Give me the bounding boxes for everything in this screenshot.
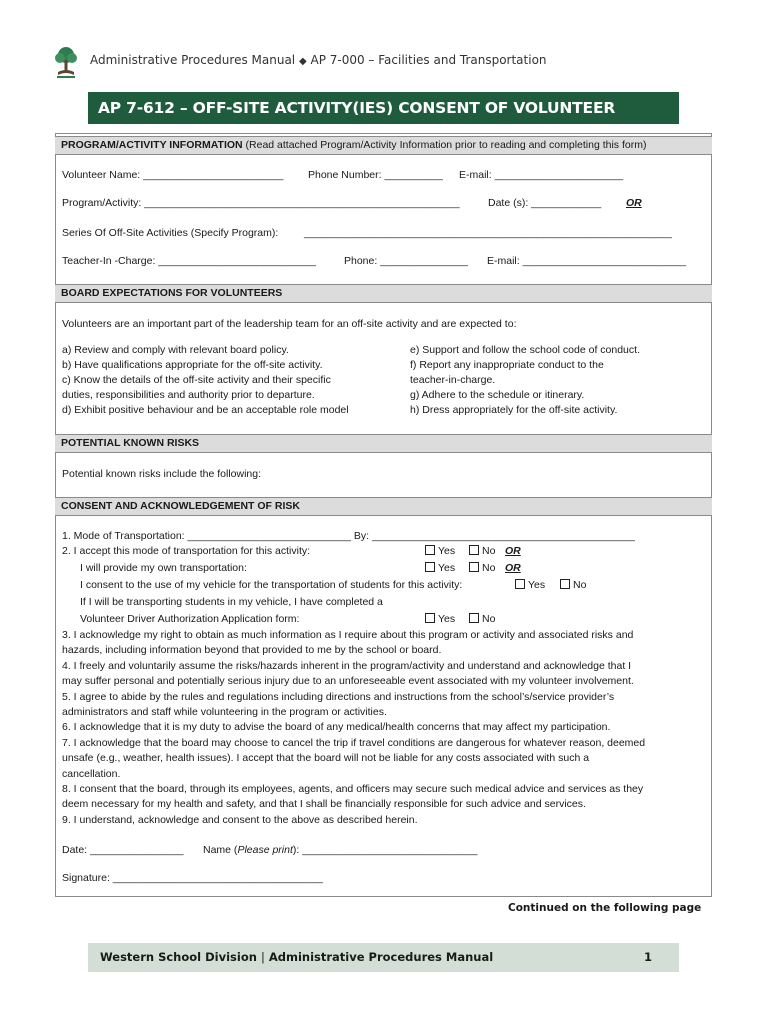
no-label: No — [482, 613, 496, 625]
name-label: Name ( — [203, 844, 238, 856]
footer-manual: Administrative Procedures Manual — [268, 950, 494, 964]
list-item: 7. I acknowledge that the board may choose to cancel the trip if travel conditions are dangerous for whatever reason, deemed — [62, 737, 646, 749]
name-hint: Please print — [237, 844, 293, 856]
vehicle-consent-label: I consent to the use of my vehicle for the transportation of students for this activity: — [80, 579, 463, 591]
list-item: a) Review and comply with relevant board policy. — [62, 344, 289, 356]
checkbox-icon — [425, 562, 435, 572]
checkbox-icon — [469, 545, 479, 555]
board-expectations-heading — [55, 284, 712, 303]
board-intro: Volunteers are an important part of the leadership team for an off-site activity and are expected to: — [62, 318, 517, 330]
list-item: e) Support and follow the school code of conduct. — [410, 344, 640, 356]
own-transport-label: I will provide my own transportation: — [80, 562, 247, 574]
list-item: 4. I freely and voluntarily assume the risks/hazards inherent in the program/activity and understand and acknowledge that I — [62, 660, 632, 672]
checkbox-icon — [469, 562, 479, 572]
accept-no-checkbox[interactable] — [469, 545, 495, 558]
authorization-label: Volunteer Driver Authorization Application form: — [80, 613, 300, 625]
footer-separator: | — [260, 950, 265, 964]
header-bullet: ◆ — [298, 56, 307, 67]
phone-number-field[interactable]: Phone Number: __________ — [308, 169, 443, 181]
page-title: AP 7-612 – OFF-SITE ACTIVITY(IES) CONSENT OF VOLUNTEER — [88, 92, 679, 124]
program-activity-field[interactable]: Program/Activity: ______________________________________________________ — [62, 197, 460, 209]
mode-of-transportation-field[interactable]: 1. Mode of Transportation: ____________________________ By: _____________________________________________ — [62, 530, 635, 542]
no-label: No — [482, 545, 496, 557]
yes-label: Yes — [438, 613, 456, 625]
list-item: administrators and staff while volunteering in the program or activities. — [62, 706, 387, 718]
list-item: 3. I acknowledge my right to obtain as much information as I require about this program or activity and associated risks and — [62, 629, 634, 641]
header-manual: Administrative Procedures Manual — [90, 53, 296, 67]
list-item: f) Report any inappropriate conduct to the — [410, 359, 604, 371]
series-label: Series Of Off-Site Activities (Specify Program): — [62, 227, 279, 239]
risks-title: POTENTIAL KNOWN RISKS — [61, 437, 200, 449]
tree-logo-icon — [54, 46, 78, 82]
checkbox-icon — [515, 579, 525, 589]
authorization-no-checkbox[interactable] — [469, 613, 495, 626]
volunteer-name-field[interactable]: Volunteer Name: ________________________ — [62, 169, 284, 181]
transporting-label: If I will be transporting students in my vehicle, I have completed a — [80, 596, 383, 608]
dates-field[interactable]: Date (s): ____________ — [488, 197, 602, 209]
vehicle-yes-checkbox[interactable] — [515, 579, 545, 592]
header-line — [90, 53, 547, 67]
no-label: No — [573, 579, 587, 591]
checkbox-icon — [425, 613, 435, 623]
list-item: 6. I acknowledge that it is my duty to advise the board of any medical/health concerns that may affect my participation. — [62, 721, 611, 733]
list-item: teacher-in-charge. — [410, 374, 496, 386]
name-field[interactable] — [203, 844, 477, 857]
vehicle-no-checkbox[interactable] — [560, 579, 586, 592]
footer-text — [100, 943, 493, 972]
accept-yes-checkbox[interactable] — [425, 545, 455, 558]
accept-transport-label: 2. I accept this mode of transportation for this activity: — [62, 545, 311, 557]
list-item: c) Know the details of the off-site activity and their specific — [62, 374, 331, 386]
list-item: 9. I understand, acknowledge and consent to the above as described herein. — [62, 814, 418, 826]
list-item: hazards, including information beyond that provided to me by the school or board. — [62, 644, 442, 656]
signature-field[interactable]: Signature: ____________________________________ — [62, 872, 324, 884]
list-item: b) Have qualifications appropriate for the off-site activity. — [62, 359, 323, 371]
continued-note: Continued on the following page — [508, 902, 702, 914]
consent-heading — [55, 497, 712, 516]
page-number: 1 — [644, 950, 653, 964]
or-label: OR — [505, 545, 521, 557]
yes-label: Yes — [528, 579, 546, 591]
email-field[interactable]: E-mail: ______________________ — [459, 169, 624, 181]
yes-label: Yes — [438, 562, 456, 574]
list-item: may suffer personal and potentially serious injury due to an unforeseeable event associated with my volunteer involvement. — [62, 675, 634, 687]
authorization-yes-checkbox[interactable] — [425, 613, 455, 626]
list-item: cancellation. — [62, 768, 121, 780]
list-item: unsafe (e.g., weather, health issues). I accept that the board will not be liable for any costs associated with such a — [62, 752, 590, 764]
checkbox-icon — [469, 613, 479, 623]
name-line: ): ______________________________ — [292, 844, 478, 856]
program-info-heading — [55, 136, 712, 155]
or-label: OR — [505, 562, 521, 574]
header-section: AP 7-000 – Facilities and Transportation — [310, 53, 547, 67]
program-info-title: PROGRAM/ACTIVITY INFORMATION — [61, 139, 243, 151]
board-expectations-title: BOARD EXPECTATIONS FOR VOLUNTEERS — [61, 287, 283, 299]
risks-text: Potential known risks include the following: — [62, 468, 262, 480]
list-item: 5. I agree to abide by the rules and regulations including directions and instructions from the school’s/service provider’s — [62, 691, 615, 703]
consent-title: CONSENT AND ACKNOWLEDGEMENT OF RISK — [61, 500, 300, 512]
list-item: deem necessary for my health and safety, and that I shall be financially responsible for such advice and services. — [62, 798, 586, 810]
teacher-email-field[interactable]: E-mail: ____________________________ — [487, 255, 687, 267]
checkbox-icon — [425, 545, 435, 555]
list-item: h) Dress appropriately for the off-site activity. — [410, 404, 618, 416]
or-label: OR — [626, 197, 642, 209]
program-info-note: (Read attached Program/Activity Information prior to reading and completing this form) — [245, 139, 647, 151]
list-item: duties, responsibilities and authority prior to departure. — [62, 389, 315, 401]
footer-bar — [88, 943, 679, 972]
list-item: d) Exhibit positive behaviour and be an acceptable role model — [62, 404, 349, 416]
own-no-checkbox[interactable] — [469, 562, 495, 575]
risks-heading — [55, 434, 712, 453]
yes-label: Yes — [438, 545, 456, 557]
checkbox-icon — [560, 579, 570, 589]
own-yes-checkbox[interactable] — [425, 562, 455, 575]
list-item: g) Adhere to the schedule or itinerary. — [410, 389, 585, 401]
teacher-phone-field[interactable]: Phone: _______________ — [344, 255, 468, 267]
series-field[interactable]: _______________________________________________________________ — [304, 227, 672, 239]
no-label: No — [482, 562, 496, 574]
footer-org: Western School Division — [100, 950, 257, 964]
list-item: 8. I consent that the board, through its employees, agents, and officers may secure such medical advice and services as they — [62, 783, 644, 795]
date-field[interactable]: Date: ________________ — [62, 844, 184, 856]
teacher-in-charge-field[interactable]: Teacher-In -Charge: ___________________________ — [62, 255, 316, 267]
